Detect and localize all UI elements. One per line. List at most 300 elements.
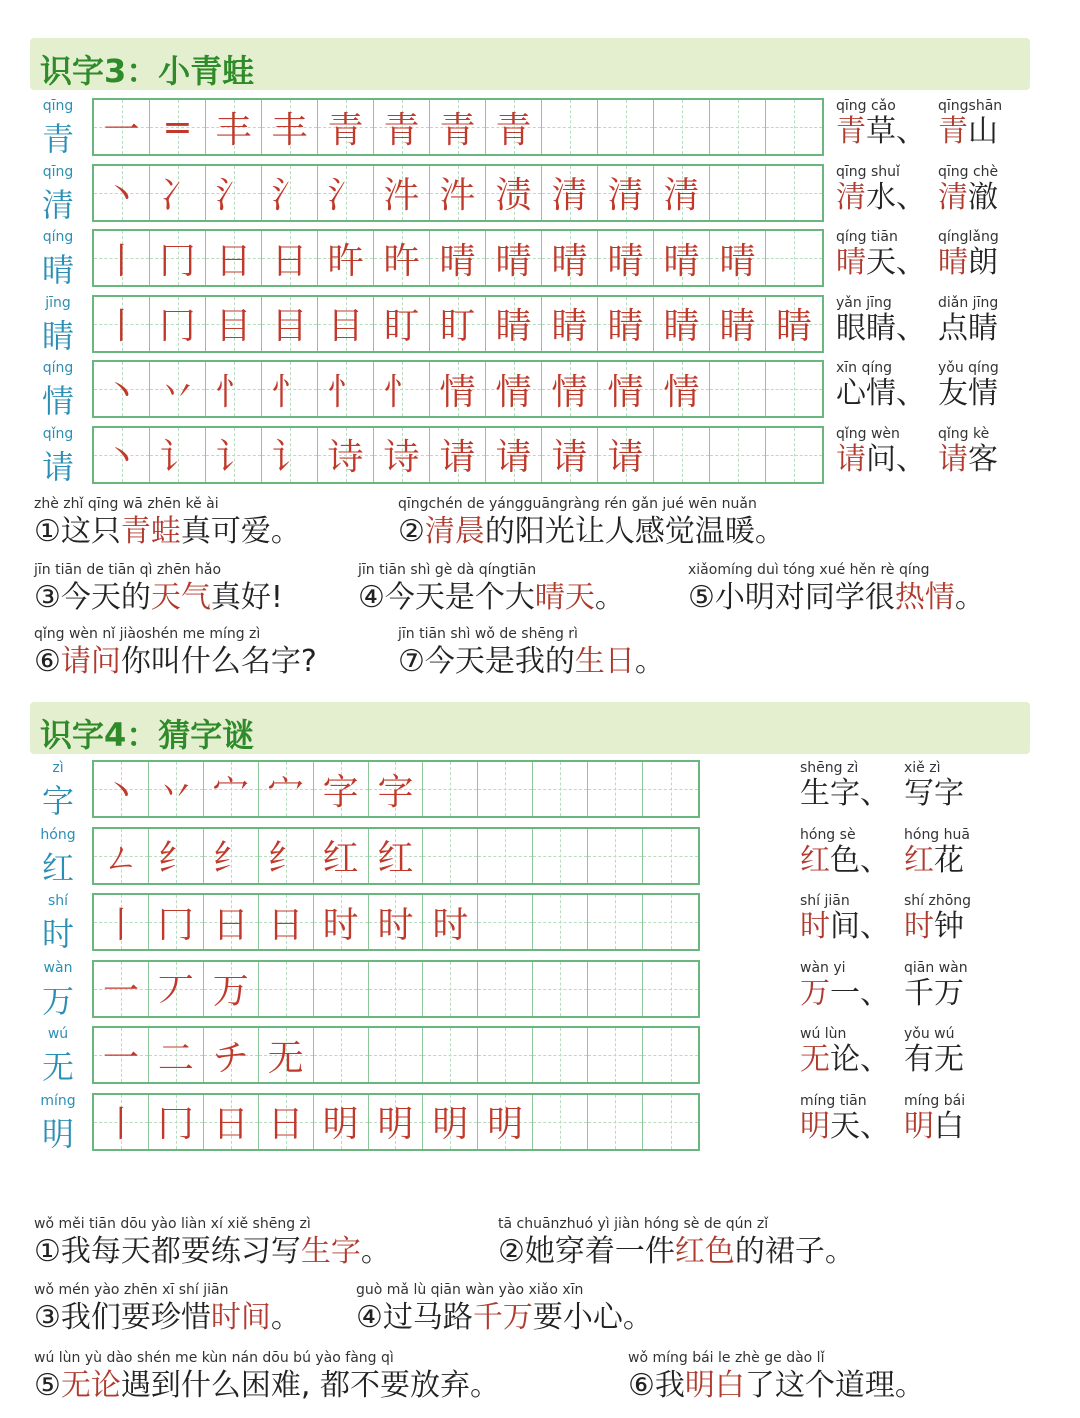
word-rest: 眼睛、 [836, 310, 926, 346]
sentence-end: 。 [270, 1300, 301, 1335]
stroke-step: 丨 [103, 306, 140, 347]
grid-cell [374, 297, 430, 351]
example-sentence [356, 1282, 653, 1336]
word-rest: 千万 [904, 975, 964, 1011]
grid-cell [314, 829, 369, 883]
sentence-start: ⑤ [34, 1368, 61, 1403]
stroke-step: 丶 [103, 175, 140, 216]
grid-cell [588, 962, 643, 1016]
stroke-step: 宀 [212, 771, 249, 813]
sentence-start: ①这只 [34, 514, 121, 549]
grid-cell [588, 1095, 643, 1149]
sentence-pinyin: xiǎomíng duì tóng xué hěn rè qíng [688, 562, 930, 578]
stroke-step: 丶 [102, 771, 139, 813]
stroke-step: 时 [432, 904, 469, 946]
stroke-step: 忄 [215, 371, 252, 413]
word-example [938, 360, 999, 412]
grid-cell [150, 428, 206, 482]
word-highlight: 晴 [836, 245, 866, 280]
grid-cell [423, 1028, 478, 1082]
grid-cell [486, 100, 542, 154]
word-example [800, 760, 890, 812]
char-row [36, 426, 1036, 488]
grid-cell [149, 1028, 204, 1082]
grid-cell [598, 166, 654, 220]
word-rest: 水、 [866, 179, 926, 215]
char-pinyin: qǐng [42, 425, 74, 442]
grid-cell [430, 428, 486, 482]
sentence-highlight: 请问 [60, 644, 121, 679]
grid-cell [262, 297, 318, 351]
word-rest: 天、 [866, 245, 926, 280]
char-pinyin: qīng [42, 98, 74, 114]
word-highlight: 红 [904, 842, 934, 878]
stroke-step: 晴 [719, 240, 756, 282]
grid-cell [94, 1095, 149, 1149]
word-pinyin: yǒu qíng [938, 360, 999, 376]
grid-cell [542, 297, 598, 351]
example-sentence [34, 1350, 500, 1404]
stroke-step: 宀 [267, 771, 304, 813]
grid-cell [204, 829, 259, 883]
grid-cell [262, 231, 318, 285]
grid-cell [259, 895, 314, 949]
stroke-step: 日 [215, 240, 252, 282]
sentence-start: ④过马路 [356, 1300, 473, 1335]
writing-grid [92, 827, 700, 885]
grid-cell [588, 1028, 643, 1082]
grid-cell [94, 231, 150, 285]
sentence-end: 。 [954, 580, 985, 615]
word-pinyin: míng bái [904, 1092, 966, 1109]
writing-grid [92, 98, 824, 156]
stroke-step: 目 [271, 306, 308, 347]
word-rest: 问、 [866, 441, 926, 477]
word-rest: 友情 [938, 376, 998, 411]
word-pinyin: qīng shuǐ [836, 163, 900, 180]
word-highlight: 清 [938, 179, 968, 215]
grid-cell [598, 231, 654, 285]
grid-cell [486, 297, 542, 351]
stroke-step: 冂 [157, 1104, 194, 1145]
grid-cell [94, 100, 150, 154]
sentence-start: ⑤小明对同学很 [688, 580, 895, 615]
stroke-step: = [162, 106, 193, 148]
word-rest: 色、 [830, 842, 890, 878]
sentence-highlight: 清晨 [424, 514, 485, 549]
writing-grid [92, 295, 824, 353]
sentence-highlight: 生字 [300, 1234, 361, 1269]
sentence-end: 你叫什么名字? [120, 644, 317, 679]
word-example [938, 229, 999, 281]
target-char: 清 [41, 185, 74, 224]
word-rest: 澈 [968, 179, 998, 215]
grid-cell [262, 362, 318, 416]
sentence-pinyin: wú lùn yù dào shén me kùn nán dōu bú yào fàng qì [34, 1350, 394, 1366]
grid-cell [149, 829, 204, 883]
grid-cell [94, 297, 150, 351]
sentence-highlight: 时间 [210, 1300, 271, 1335]
word-example [904, 1093, 965, 1145]
stroke-step: 明 [377, 1104, 414, 1145]
grid-cell [374, 362, 430, 416]
grid-cell [369, 895, 424, 949]
grid-cell [150, 100, 206, 154]
sentence-pinyin: guò mǎ lù qiān wàn yào xiǎo xīn [356, 1282, 584, 1298]
grid-cell [262, 100, 318, 154]
stroke-step: 冫 [159, 175, 196, 216]
word-highlight: 时 [800, 909, 830, 944]
char-pinyin: jīng [45, 294, 71, 311]
grid-cell [206, 362, 262, 416]
stroke-step: 目 [327, 306, 364, 347]
writing-grid [92, 1093, 700, 1151]
grid-cell [206, 297, 262, 351]
sentence-pinyin: wǒ mén yào zhēn xī shí jiān [34, 1282, 229, 1298]
char-pinyin: qíng [42, 229, 74, 245]
word-pinyin: qǐng kè [938, 425, 990, 442]
stroke-step: 讠 [159, 437, 196, 478]
sentence-end: 真好! [210, 580, 283, 615]
word-highlight: 时 [904, 909, 934, 944]
example-sentence [34, 1216, 391, 1270]
word-pinyin: qīng cǎo [836, 98, 896, 114]
writing-grid [92, 360, 824, 418]
stroke-step: 旿 [327, 240, 364, 282]
word-highlight: 请 [836, 441, 866, 477]
target-char: 晴 [41, 251, 74, 289]
word-rest: 论、 [830, 1042, 890, 1077]
word-example [904, 893, 971, 945]
stroke-step: 睛 [719, 306, 756, 347]
char-row [36, 960, 1036, 1022]
writing-grid [92, 229, 824, 287]
char-pinyin: qīng [42, 163, 74, 180]
sentence-end: 要小心。 [532, 1300, 653, 1335]
stroke-step: 明 [432, 1104, 469, 1145]
word-example [800, 1093, 890, 1145]
stroke-step: 青 [439, 109, 476, 151]
sentence-end: 。 [594, 580, 625, 615]
stroke-step: 汼 [439, 175, 476, 216]
sentence-start: ①我每天都要练习写 [34, 1234, 301, 1269]
example-sentence [688, 562, 985, 616]
grid-cell [94, 1028, 149, 1082]
sentence-pinyin: qīngchén de yángguāngràng rén gǎn jué wēn nuǎn [398, 496, 757, 512]
grid-cell [430, 166, 486, 220]
stroke-step: 明 [322, 1104, 359, 1145]
stroke-step: 时 [322, 904, 359, 946]
stroke-step: 一 [102, 1037, 139, 1079]
sentence-start: ⑦今天是我的 [398, 644, 575, 679]
stroke-step: 时 [377, 904, 414, 946]
grid-cell [533, 1095, 588, 1149]
stroke-step: 字 [322, 771, 359, 813]
stroke-step: 红 [377, 838, 414, 879]
grid-cell [314, 962, 369, 1016]
stroke-step: 青 [495, 109, 532, 151]
section4-header [30, 702, 1030, 754]
stroke-step: 丰 [215, 109, 252, 151]
word-pinyin: shēng zì [800, 760, 859, 776]
word-rest: 天、 [830, 1108, 890, 1144]
char-row [36, 164, 1036, 226]
grid-cell [598, 428, 654, 482]
grid-cell [206, 231, 262, 285]
grid-cell [314, 762, 369, 816]
grid-cell [369, 1095, 424, 1149]
grid-cell [318, 297, 374, 351]
grid-cell [486, 166, 542, 220]
grid-cell [710, 231, 766, 285]
word-pinyin: míng tiān [800, 1092, 867, 1109]
grid-cell [94, 962, 149, 1016]
stroke-step: 盯 [383, 306, 420, 347]
grid-cell [374, 100, 430, 154]
sentence-highlight: 晴天 [534, 580, 595, 615]
stroke-step: 晴 [495, 240, 532, 282]
stroke-step: 汼 [383, 175, 420, 216]
char-row [36, 360, 1036, 422]
grid-cell [766, 297, 822, 351]
stroke-step: 丶 [103, 437, 140, 478]
stroke-step: 无 [267, 1037, 304, 1079]
char-pinyin: hóng [40, 826, 76, 843]
stroke-step: 情 [551, 371, 588, 413]
grid-cell [259, 762, 314, 816]
stroke-step: 冂 [157, 904, 194, 946]
writing-grid [92, 760, 700, 818]
grid-cell [150, 231, 206, 285]
grid-cell [149, 962, 204, 1016]
stroke-step: 清 [551, 175, 588, 216]
grid-cell [423, 762, 478, 816]
word-highlight: 明 [904, 1108, 934, 1144]
writing-grid [92, 1026, 700, 1084]
char-row [36, 1093, 1036, 1155]
writing-grid [92, 960, 700, 1018]
grid-cell [204, 1028, 259, 1082]
grid-cell [542, 166, 598, 220]
stroke-step: 诗 [383, 437, 420, 478]
grid-cell [588, 895, 643, 949]
stroke-step: チ [212, 1037, 249, 1079]
sentence-pinyin: tā chuānzhuó yì jiàn hóng sè de qún zǐ [498, 1216, 769, 1232]
stroke-step: 丆 [157, 971, 194, 1012]
word-pinyin: hóng huā [904, 826, 970, 843]
grid-cell [314, 895, 369, 949]
grid-cell [318, 100, 374, 154]
sentence-highlight: 千万 [472, 1300, 533, 1335]
grid-cell [542, 100, 598, 154]
word-rest: 白 [934, 1108, 964, 1144]
stroke-step: 丨 [102, 904, 139, 946]
grid-cell [204, 762, 259, 816]
stroke-step: 日 [267, 904, 304, 946]
stroke-step: 一 [103, 109, 140, 151]
grid-cell [262, 428, 318, 482]
grid-cell [94, 428, 150, 482]
word-highlight: 晴 [938, 245, 968, 280]
sentence-pinyin: zhè zhǐ qīng wā zhēn kě ài [34, 496, 219, 512]
word-rest: 山 [968, 114, 998, 149]
sentence-highlight: 热情 [894, 580, 955, 615]
target-char: 请 [41, 447, 74, 486]
word-example [800, 960, 890, 1012]
stroke-step: 青 [327, 109, 364, 151]
example-sentence [34, 562, 283, 616]
grid-cell [259, 1028, 314, 1082]
grid-cell [259, 1095, 314, 1149]
target-char: 时 [41, 915, 74, 953]
stroke-step: 青 [383, 109, 420, 151]
word-rest: 写字 [904, 776, 964, 811]
target-char: 字 [41, 782, 74, 820]
grid-cell [643, 1095, 698, 1149]
grid-cell [478, 962, 533, 1016]
word-pinyin: wú lùn [800, 1026, 847, 1042]
char-pinyin: míng [40, 1092, 76, 1109]
grid-cell [374, 231, 430, 285]
sentence-pinyin: jīn tiān de tiān qì zhēn hǎo [34, 562, 222, 578]
grid-cell [150, 166, 206, 220]
word-highlight: 万 [800, 975, 830, 1011]
stroke-step: 睛 [495, 306, 532, 347]
grid-cell [149, 762, 204, 816]
sentence-start: ③今天的 [34, 580, 151, 615]
grid-cell [94, 829, 149, 883]
char-row [36, 760, 1036, 822]
grid-cell [533, 829, 588, 883]
char-row [36, 229, 1036, 291]
grid-cell [318, 428, 374, 482]
stroke-step: 字 [377, 771, 414, 813]
stroke-step: 晴 [439, 240, 476, 282]
stroke-step: 睛 [663, 306, 700, 347]
grid-cell [486, 231, 542, 285]
example-sentence [34, 1282, 301, 1336]
word-pinyin: yǒu wú [904, 1026, 955, 1042]
sentence-end: 了这个道理。 [744, 1368, 925, 1403]
sentence-highlight: 明白 [684, 1368, 745, 1403]
word-pinyin: qǐng wèn [836, 425, 900, 442]
grid-cell [533, 895, 588, 949]
grid-cell [206, 166, 262, 220]
char-pinyin: shí [47, 893, 69, 909]
word-highlight: 红 [800, 842, 830, 878]
word-example [800, 1026, 890, 1078]
word-pinyin: diǎn jīng [938, 294, 999, 311]
word-highlight: 清 [836, 179, 866, 215]
grid-cell [423, 962, 478, 1016]
word-rest: 生字、 [800, 776, 890, 811]
grid-cell [423, 829, 478, 883]
grid-cell [318, 166, 374, 220]
example-sentence [498, 1216, 855, 1270]
stroke-step: 氵 [215, 175, 252, 216]
stroke-step: 盯 [439, 306, 476, 347]
grid-cell [598, 362, 654, 416]
example-sentence [358, 562, 625, 616]
char-row [36, 827, 1036, 889]
word-rest: 一、 [830, 975, 890, 1011]
word-example [800, 827, 890, 879]
sentence-end: 。 [634, 644, 665, 679]
stroke-step: 情 [663, 371, 700, 413]
grid-cell [369, 762, 424, 816]
grid-cell [318, 362, 374, 416]
grid-cell [318, 231, 374, 285]
grid-cell [588, 762, 643, 816]
word-example [904, 827, 970, 879]
word-example [938, 295, 998, 347]
grid-cell [588, 829, 643, 883]
stroke-step: 请 [439, 437, 476, 478]
grid-cell [643, 762, 698, 816]
stroke-step: 日 [212, 1104, 249, 1145]
grid-cell [369, 962, 424, 1016]
grid-cell [710, 362, 766, 416]
grid-cell [710, 166, 766, 220]
grid-cell [204, 1095, 259, 1149]
grid-cell [654, 100, 710, 154]
grid-cell [430, 100, 486, 154]
grid-cell [654, 166, 710, 220]
stroke-step: 忄 [383, 371, 420, 413]
sentence-start: ⑥我 [628, 1368, 685, 1403]
grid-cell [369, 829, 424, 883]
grid-cell [94, 166, 150, 220]
grid-cell [94, 362, 150, 416]
grid-cell [766, 166, 822, 220]
word-pinyin: qīngshān [938, 98, 1003, 114]
stroke-step: 丷 [159, 371, 196, 413]
word-example [836, 360, 926, 412]
word-highlight: 明 [800, 1108, 830, 1144]
target-char: 红 [41, 848, 74, 887]
sentence-pinyin: qǐng wèn nǐ jiàoshén me míng zì [34, 626, 261, 642]
grid-cell [262, 166, 318, 220]
word-example [800, 893, 890, 945]
word-example [938, 164, 998, 216]
char-pinyin: qíng [42, 360, 74, 376]
grid-cell [430, 362, 486, 416]
stroke-step: 冂 [159, 240, 196, 282]
sentence-highlight: 生日 [574, 644, 635, 679]
sentence-start: ② [398, 514, 425, 549]
grid-cell [94, 762, 149, 816]
grid-cell [710, 297, 766, 351]
word-rest: 草、 [866, 114, 926, 149]
word-pinyin: shí jiān [800, 893, 850, 909]
grid-cell [259, 829, 314, 883]
stroke-step: 丷 [157, 771, 194, 813]
sentence-pinyin: jīn tiān shì gè dà qíngtiān [358, 562, 537, 578]
grid-cell [206, 428, 262, 482]
stroke-step: 目 [215, 306, 252, 347]
writing-grid [92, 893, 700, 951]
grid-cell [710, 428, 766, 482]
grid-cell [430, 297, 486, 351]
stroke-step: 氵 [271, 175, 308, 216]
sentence-start: ③我们要珍惜 [34, 1300, 211, 1335]
word-example [836, 98, 926, 150]
word-rest: 客 [968, 441, 998, 477]
stroke-step: 诗 [327, 437, 364, 478]
grid-cell [533, 762, 588, 816]
stroke-step: 旿 [383, 240, 420, 282]
word-highlight: 无 [800, 1042, 830, 1077]
